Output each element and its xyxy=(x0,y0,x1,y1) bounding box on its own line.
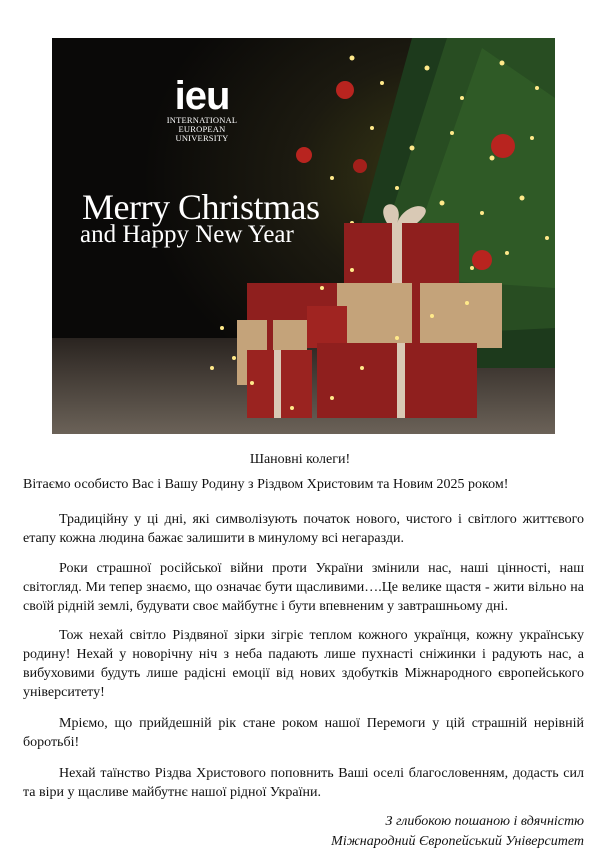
logo-mark: ieu xyxy=(174,74,230,118)
letter-paragraph-3: Тож нехай світло Різдвяної зірки зігріє теплом кожного українця, кожну українську родину! Нехай у новорічну ніч з неба падають лише пухнасті сніжинки і радують нас, а вибуховими будуть лише радісні емоції від нових здобутків Міжнародного європейського університету! xyxy=(23,628,584,700)
logo-text-line-2: EUROPEAN xyxy=(178,124,226,134)
banner-greeting-merry-christmas: Merry Christmas xyxy=(82,187,320,227)
christmas-banner-image xyxy=(52,38,555,434)
banner-greeting-happy-new-year: and Happy New Year xyxy=(80,221,294,248)
letter-greeting: Вітаємо особисто Вас і Вашу Родину з Різдвом Христовим та Новим 2025 роком! xyxy=(23,477,509,492)
letter-paragraph-1: Традиційну у ці дні, які символізують початок нового, чистого і світлого життєвого етапу кожна людина бажає залишити в минулому всі негаразди. xyxy=(23,512,584,546)
signature-line-1: З глибокою пошаною і вдячністю xyxy=(385,814,584,829)
letter-paragraph-4: Мріємо, що прийдешній рік стане роком нашої Перемоги у цій страшній нерівній боротьбі! xyxy=(23,716,584,750)
letter-salutation: Шановні колеги! xyxy=(249,452,351,467)
letter-paragraph-5: Нехай таїнство Різдва Христового поповнить Ваші оселі благословенням, додасть сил та віри у щасливе майбутнє нашої рідної України. xyxy=(23,766,584,800)
logo-text-line-3: UNIVERSITY xyxy=(175,133,229,143)
university-logo xyxy=(164,76,240,143)
signature-line-2: Міжнародний Європейський Університет xyxy=(331,834,584,849)
letter-paragraph-2: Роки страшної російської війни проти України змінили нас, наші цінності, наш світогляд. Ми тепер знаємо, що означає бути щасливими….Це велике щастя - жити вільно на своїй рідній землі, будувати своє майбутнє і бути впевненим у завтрашньому дні. xyxy=(23,561,584,614)
logo-text-line-1: INTERNATIONAL xyxy=(166,115,238,125)
